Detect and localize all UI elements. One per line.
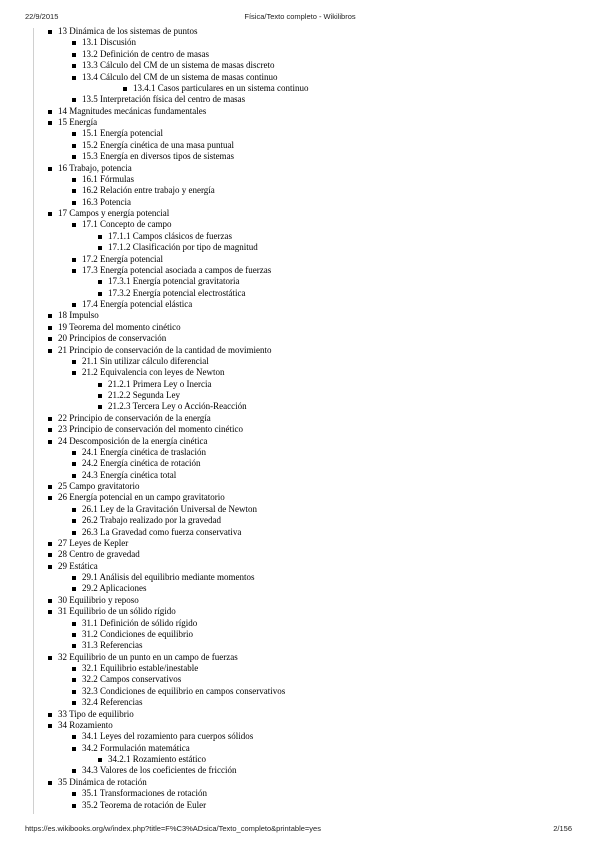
bullet-icon xyxy=(72,804,76,808)
bullet-icon xyxy=(72,622,76,626)
bullet-icon xyxy=(72,64,76,68)
toc-link[interactable]: 13.4.1 Casos particulares en un sistema continuo xyxy=(133,82,309,93)
toc-item xyxy=(0,481,600,492)
bullet-icon xyxy=(48,781,52,785)
bullet-icon xyxy=(72,701,76,705)
toc-link[interactable]: 21.2.2 Segunda Ley xyxy=(108,390,180,400)
bullet-icon xyxy=(72,792,76,796)
bullet-icon xyxy=(48,30,52,34)
bullet-icon xyxy=(48,417,52,421)
toc-link[interactable]: 35.1 Transformaciones de rotación xyxy=(82,788,207,799)
bullet-icon xyxy=(72,201,76,205)
toc-link[interactable]: 15.1 Energía potencial xyxy=(82,128,164,139)
bullet-icon xyxy=(48,565,52,569)
bullet-icon xyxy=(72,462,76,466)
toc-item xyxy=(0,777,600,788)
bullet-icon xyxy=(48,337,52,341)
toc-link[interactable]: 34.1 Leyes del rozamiento para cuerpos sólidos xyxy=(82,731,254,742)
toc-item xyxy=(0,83,600,94)
bullet-icon xyxy=(98,280,102,284)
toc-link[interactable]: 28 Centro de gravedad xyxy=(58,549,140,560)
toc-item xyxy=(0,572,600,583)
toc-item xyxy=(0,60,600,71)
toc-item xyxy=(0,72,600,83)
toc-item xyxy=(0,288,600,299)
toc-link[interactable]: 15 Energía xyxy=(58,117,98,127)
toc-item xyxy=(0,470,600,481)
bullet-icon xyxy=(72,41,76,45)
toc-link[interactable]: 26.2 Trabajo realizado por la gravedad xyxy=(82,515,221,526)
toc-item xyxy=(0,106,600,117)
toc-item xyxy=(0,583,600,594)
toc-link[interactable]: 15.2 Energía cinética de una masa puntual xyxy=(82,139,235,150)
toc-item xyxy=(0,117,600,128)
bullet-icon xyxy=(72,576,76,580)
bullet-icon xyxy=(72,76,76,80)
toc-item xyxy=(0,720,600,731)
bullet-icon xyxy=(98,405,102,409)
toc-item xyxy=(0,265,600,276)
bullet-icon xyxy=(48,121,52,125)
toc-item xyxy=(0,219,600,230)
toc-link[interactable]: 18 Impulso xyxy=(58,310,99,321)
toc-item xyxy=(0,538,600,549)
toc-link[interactable]: 17.3.1 Energía potencial gravitatoria xyxy=(108,276,240,287)
toc-item xyxy=(0,640,600,651)
bullet-icon xyxy=(48,314,52,318)
toc-item xyxy=(0,527,600,538)
bullet-icon xyxy=(48,553,52,557)
toc-link[interactable]: 16.2 Relación entre trabajo y energía xyxy=(82,185,215,196)
toc-item xyxy=(0,310,600,321)
toc-link[interactable]: 35.2 Teorema de rotación de Euler xyxy=(82,799,207,810)
toc-link[interactable]: 13.1 Discusión xyxy=(82,37,136,48)
toc-link[interactable]: 16 Trabajo, potencia xyxy=(58,162,132,173)
bullet-icon xyxy=(98,394,102,398)
bullet-icon xyxy=(123,87,127,91)
toc-item xyxy=(0,447,600,458)
toc-link[interactable]: 24 Descomposición de la energía cinética xyxy=(58,435,208,446)
toc-item xyxy=(0,174,600,185)
toc-item xyxy=(0,606,600,617)
toc-link[interactable]: 21 Principio de conservación de la cantidad de movimiento xyxy=(58,344,272,355)
toc-link[interactable]: 17.4 Energía potencial elástica xyxy=(82,299,193,309)
toc-link[interactable]: 31.2 Condiciones de equilibrio xyxy=(82,628,193,639)
page-url: https://es.wikibooks.org/w/index.php?title=F%C3%ADsica/Texto_completo&printable=yes xyxy=(25,824,321,833)
toc-item xyxy=(0,504,600,515)
toc-item xyxy=(0,492,600,503)
bullet-icon xyxy=(72,303,76,307)
toc-link[interactable]: 13.2 Definición de centro de masas xyxy=(82,48,209,59)
toc-item xyxy=(0,424,600,435)
bullet-icon xyxy=(72,508,76,512)
toc-link[interactable]: 26 Energía potencial en un campo gravitatorio xyxy=(58,492,225,503)
bullet-icon xyxy=(72,633,76,637)
bullet-icon xyxy=(72,132,76,136)
bullet-icon xyxy=(48,326,52,330)
toc-link[interactable]: 24.3 Energía cinética total xyxy=(82,469,177,480)
bullet-icon xyxy=(72,644,76,648)
toc-link[interactable]: 29.2 Aplicaciones xyxy=(82,583,147,594)
bullet-icon xyxy=(98,758,102,762)
toc-item xyxy=(0,242,600,253)
bullet-icon xyxy=(72,678,76,682)
toc-link[interactable]: 32.2 Campos conservativos xyxy=(82,674,182,685)
toc-link[interactable]: 31.1 Definición de sólido rígido xyxy=(82,617,198,628)
toc-link[interactable]: 20 Principios de conservación xyxy=(58,333,167,344)
toc-link[interactable]: 31 Equilibrio de un sólido rígido xyxy=(58,606,176,617)
toc-link[interactable]: 32.3 Condiciones de equilibrio en campos conservativos xyxy=(82,685,286,696)
toc-item xyxy=(0,663,600,674)
toc-item xyxy=(0,49,600,60)
bullet-icon xyxy=(72,269,76,273)
toc-item xyxy=(0,549,600,560)
toc-item xyxy=(0,561,600,572)
toc-link[interactable]: 24.1 Energía cinética de traslación xyxy=(82,446,207,457)
toc-link[interactable]: 25 Campo gravitatorio xyxy=(58,481,140,491)
toc-link[interactable]: 26.3 La Gravedad como fuerza conservativa xyxy=(82,526,242,537)
toc-item xyxy=(0,401,600,412)
bullet-icon xyxy=(48,485,52,489)
table-of-contents xyxy=(0,26,600,811)
bullet-icon xyxy=(48,349,52,353)
page-number: 2/156 xyxy=(553,824,572,833)
toc-item xyxy=(0,515,600,526)
bullet-icon xyxy=(98,246,102,250)
toc-item xyxy=(0,595,600,606)
bullet-icon xyxy=(72,451,76,455)
bullet-icon xyxy=(72,587,76,591)
toc-item xyxy=(0,140,600,151)
toc-link[interactable]: 32.4 Referencias xyxy=(82,697,143,708)
bullet-icon xyxy=(48,110,52,114)
toc-link[interactable]: 23 Principio de conservación del momento cinético xyxy=(58,424,243,435)
toc-link[interactable]: 13.4 Cálculo del CM de un sistema de masas continuo xyxy=(82,71,278,82)
toc-link[interactable]: 19 Teorema del momento cinético xyxy=(58,321,181,332)
toc-link[interactable]: 17.1.2 Clasificación por tipo de magnitud xyxy=(108,242,258,253)
toc-link[interactable]: 24.2 Energía cinética de rotación xyxy=(82,458,201,469)
bullet-icon xyxy=(72,667,76,671)
toc-item xyxy=(0,686,600,697)
toc-link[interactable]: 17.3 Energía potencial asociada a campos de fuerzas xyxy=(82,264,272,275)
bullet-icon xyxy=(48,428,52,432)
toc-item xyxy=(0,709,600,720)
bullet-icon xyxy=(72,371,76,375)
bullet-icon xyxy=(48,713,52,717)
toc-item xyxy=(0,276,600,287)
bullet-icon xyxy=(48,724,52,728)
toc-link[interactable]: 15.3 Energía en diversos tipos de sistemas xyxy=(82,151,235,162)
toc-link[interactable]: 21.2.1 Primera Ley o Inercia xyxy=(108,378,212,389)
page-title: Física/Texto completo - Wikilibros xyxy=(244,12,356,21)
toc-item xyxy=(0,765,600,776)
toc-link[interactable]: 34.3 Valores de los coeficientes de fricción xyxy=(82,765,237,776)
bullet-icon xyxy=(48,496,52,500)
toc-item xyxy=(0,231,600,242)
toc-link[interactable]: 17.1.1 Campos clásicos de fuerzas xyxy=(108,230,232,241)
bullet-icon xyxy=(72,360,76,364)
toc-item xyxy=(0,697,600,708)
toc-link[interactable]: 21.2 Equivalencia con leyes de Newton xyxy=(82,367,225,378)
toc-link[interactable]: 32.1 Equilibrio estable/inestable xyxy=(82,663,199,673)
bullet-icon xyxy=(72,53,76,57)
toc-link[interactable]: 33 Tipo de equilibrio xyxy=(58,708,134,719)
bullet-icon xyxy=(72,155,76,159)
toc-item xyxy=(0,345,600,356)
toc-item xyxy=(0,254,600,265)
toc-item xyxy=(0,94,600,105)
toc-link[interactable]: 27 Leyes de Kepler xyxy=(58,537,129,548)
toc-item xyxy=(0,197,600,208)
bullet-icon xyxy=(72,223,76,227)
bullet-icon xyxy=(72,98,76,102)
toc-link[interactable]: 30 Equilibrio y reposo xyxy=(58,594,139,605)
bullet-icon xyxy=(72,690,76,694)
bullet-icon xyxy=(48,656,52,660)
toc-item xyxy=(0,413,600,424)
bullet-icon xyxy=(48,440,52,444)
bullet-icon xyxy=(48,542,52,546)
toc-link[interactable]: 21.1 Sin utilizar cálculo diferencial xyxy=(82,355,209,366)
toc-item xyxy=(0,754,600,765)
toc-item xyxy=(0,652,600,663)
bullet-icon xyxy=(72,144,76,148)
toc-item xyxy=(0,629,600,640)
toc-item xyxy=(0,37,600,48)
toc-link[interactable]: 29.1 Análisis del equilibrio mediante momentos xyxy=(82,572,255,582)
bullet-icon xyxy=(72,769,76,773)
page-header xyxy=(0,12,600,26)
toc-item xyxy=(0,322,600,333)
bullet-icon xyxy=(72,178,76,182)
toc-link[interactable]: 16.3 Potencia xyxy=(82,196,131,207)
toc-link[interactable]: 22 Principio de conservación de la energía xyxy=(58,412,211,423)
toc-link[interactable]: 31.3 Referencias xyxy=(82,640,143,651)
toc-link[interactable]: 14 Magnitudes mecánicas fundamentales xyxy=(58,105,207,116)
bullet-icon xyxy=(48,599,52,603)
toc-link[interactable]: 17.2 Energía potencial xyxy=(82,253,164,264)
bullet-icon xyxy=(48,212,52,216)
toc-item xyxy=(0,185,600,196)
toc-link[interactable]: 16.1 Fórmulas xyxy=(82,173,135,184)
bullet-icon xyxy=(98,383,102,387)
toc-item xyxy=(0,743,600,754)
toc-item xyxy=(0,458,600,469)
toc-item xyxy=(0,208,600,219)
toc-link[interactable]: 17 Campos y energía potencial xyxy=(58,208,170,218)
bullet-icon xyxy=(72,474,76,478)
toc-item xyxy=(0,151,600,162)
toc-link[interactable]: 21.2.3 Tercera Ley o Acción-Reacción xyxy=(108,401,247,412)
toc-item xyxy=(0,356,600,367)
toc-item xyxy=(0,788,600,799)
toc-item xyxy=(0,379,600,390)
toc-item xyxy=(0,436,600,447)
bullet-icon xyxy=(48,167,52,171)
toc-link[interactable]: 34.2.1 Rozamiento estático xyxy=(108,754,206,764)
toc-item xyxy=(0,26,600,37)
bullet-icon xyxy=(72,189,76,193)
bullet-icon xyxy=(72,735,76,739)
toc-link[interactable]: 17.1 Concepto de campo xyxy=(82,219,172,230)
bullet-icon xyxy=(72,747,76,751)
toc-link[interactable]: 34 Rozamiento xyxy=(58,719,113,730)
bullet-icon xyxy=(98,235,102,239)
toc-link[interactable]: 26.1 Ley de la Gravitación Universal de Newton xyxy=(82,503,257,514)
toc-link[interactable]: 17.3.2 Energía potencial electrostática xyxy=(108,287,246,298)
toc-item xyxy=(0,367,600,378)
toc-item xyxy=(0,333,600,344)
bullet-icon xyxy=(98,292,102,296)
toc-link[interactable]: 13 Dinámica de los sistemas de puntos xyxy=(58,26,198,36)
bullet-icon xyxy=(72,258,76,262)
page-footer xyxy=(0,824,600,838)
print-date: 22/9/2015 xyxy=(25,12,59,21)
toc-item xyxy=(0,390,600,401)
bullet-icon xyxy=(48,610,52,614)
toc-item xyxy=(0,163,600,174)
toc-item xyxy=(0,128,600,139)
toc-link[interactable]: 34.2 Formulación matemática xyxy=(82,742,190,753)
toc-link[interactable]: 29 Estática xyxy=(58,560,98,571)
toc-link[interactable]: 32 Equilibrio de un punto en un campo de fuerzas xyxy=(58,651,238,662)
toc-link[interactable]: 13.5 Interpretación física del centro de masas xyxy=(82,94,246,105)
bullet-icon xyxy=(72,531,76,535)
toc-link[interactable]: 35 Dinámica de rotación xyxy=(58,776,147,787)
toc-item xyxy=(0,800,600,811)
toc-item xyxy=(0,731,600,742)
bullet-icon xyxy=(72,519,76,523)
toc-link[interactable]: 13.3 Cálculo del CM de un sistema de masas discreto xyxy=(82,60,275,71)
toc-item xyxy=(0,674,600,685)
toc-item xyxy=(0,299,600,310)
toc-item xyxy=(0,618,600,629)
